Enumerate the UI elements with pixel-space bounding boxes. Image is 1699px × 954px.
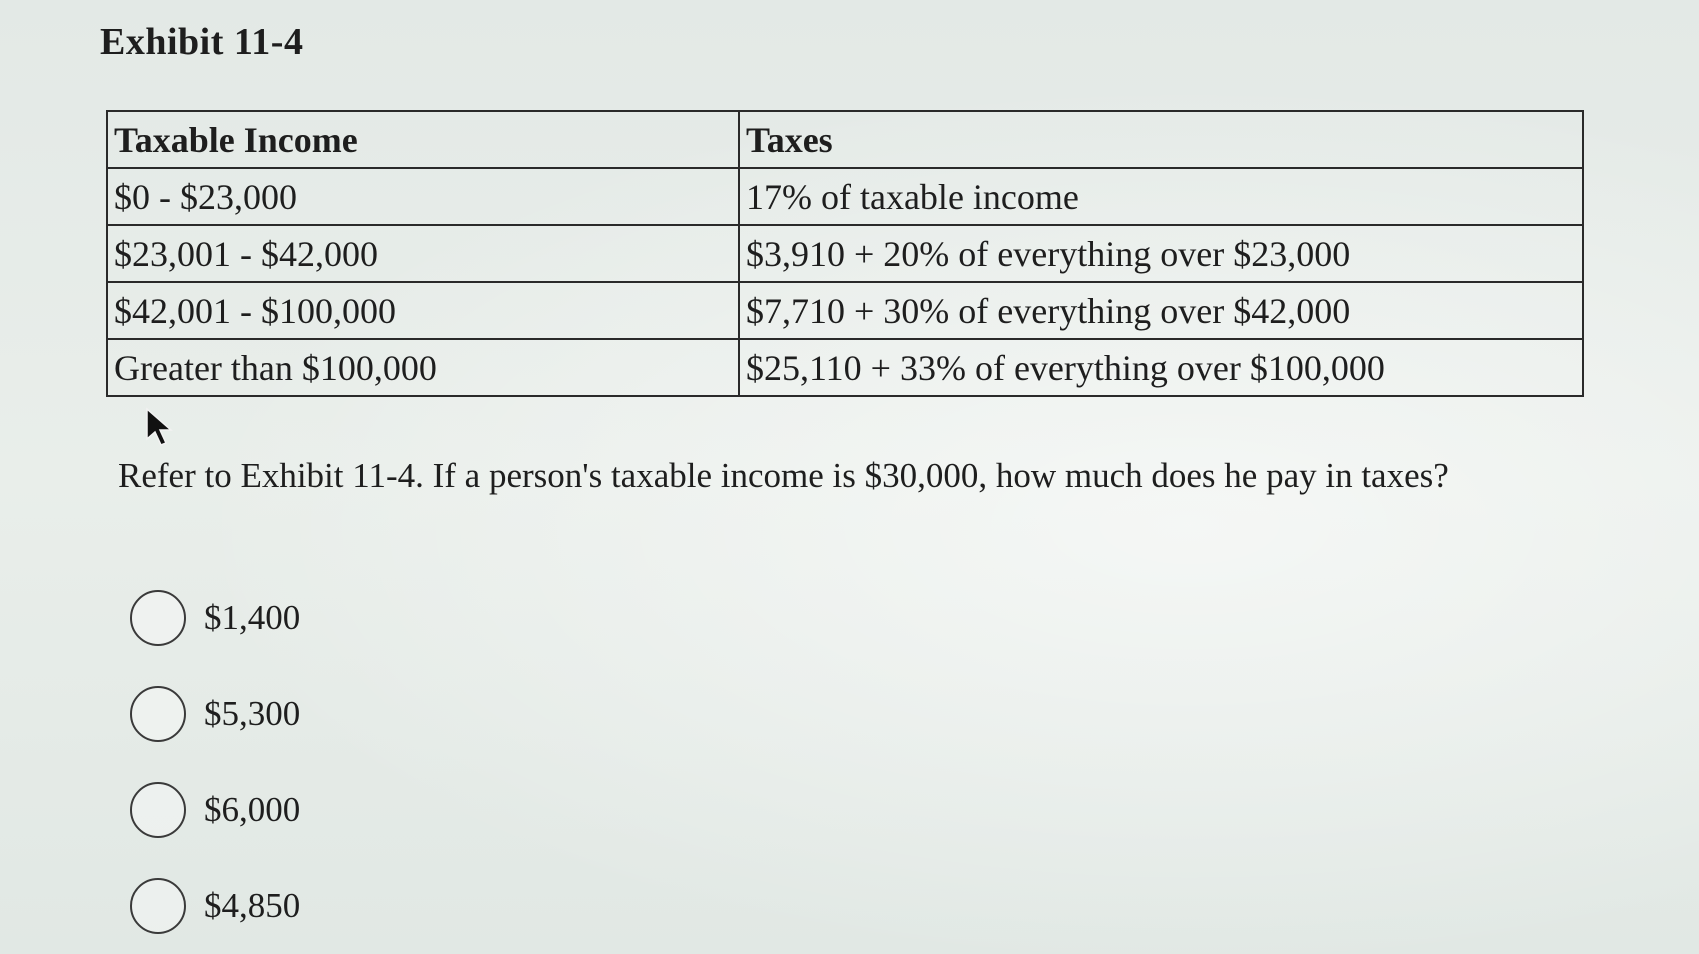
table-row [107,225,1583,282]
table-row [107,339,1583,396]
table-cell-income: Greater than $100,000 [107,339,739,396]
answer-option-1[interactable] [130,570,300,666]
radio-button-2[interactable] [130,686,186,742]
answer-option-label: $6,000 [204,790,301,829]
exhibit-title: Exhibit 11-4 [100,21,304,63]
mouse-pointer-icon [145,407,175,447]
table-cell-taxes: $25,110 + 33% of everything over $100,000 [739,339,1583,396]
answer-option-4[interactable] [130,858,300,954]
table-header-row [107,111,1583,168]
radio-button-1[interactable] [130,590,186,646]
answer-option-label: $4,850 [204,886,301,925]
column-header-taxable-income: Taxable Income [107,111,739,168]
radio-button-4[interactable] [130,878,186,934]
tax-table [106,110,1584,397]
table-cell-taxes: 17% of taxable income [739,168,1583,225]
radio-button-3[interactable] [130,782,186,838]
table-cell-income: $42,001 - $100,000 [107,282,739,339]
table-row [107,282,1583,339]
answer-option-label: $5,300 [204,694,301,733]
question-text: Refer to Exhibit 11-4. If a person's taxable income is $30,000, how much does he pay in taxes? [118,456,1449,495]
answer-option-label: $1,400 [204,598,301,637]
column-header-taxes: Taxes [739,111,1583,168]
table-cell-income: $0 - $23,000 [107,168,739,225]
answer-options [130,570,300,954]
table-row [107,168,1583,225]
table-cell-income: $23,001 - $42,000 [107,225,739,282]
answer-option-3[interactable] [130,762,300,858]
table-cell-taxes: $7,710 + 30% of everything over $42,000 [739,282,1583,339]
answer-option-2[interactable] [130,666,300,762]
table-cell-taxes: $3,910 + 20% of everything over $23,000 [739,225,1583,282]
